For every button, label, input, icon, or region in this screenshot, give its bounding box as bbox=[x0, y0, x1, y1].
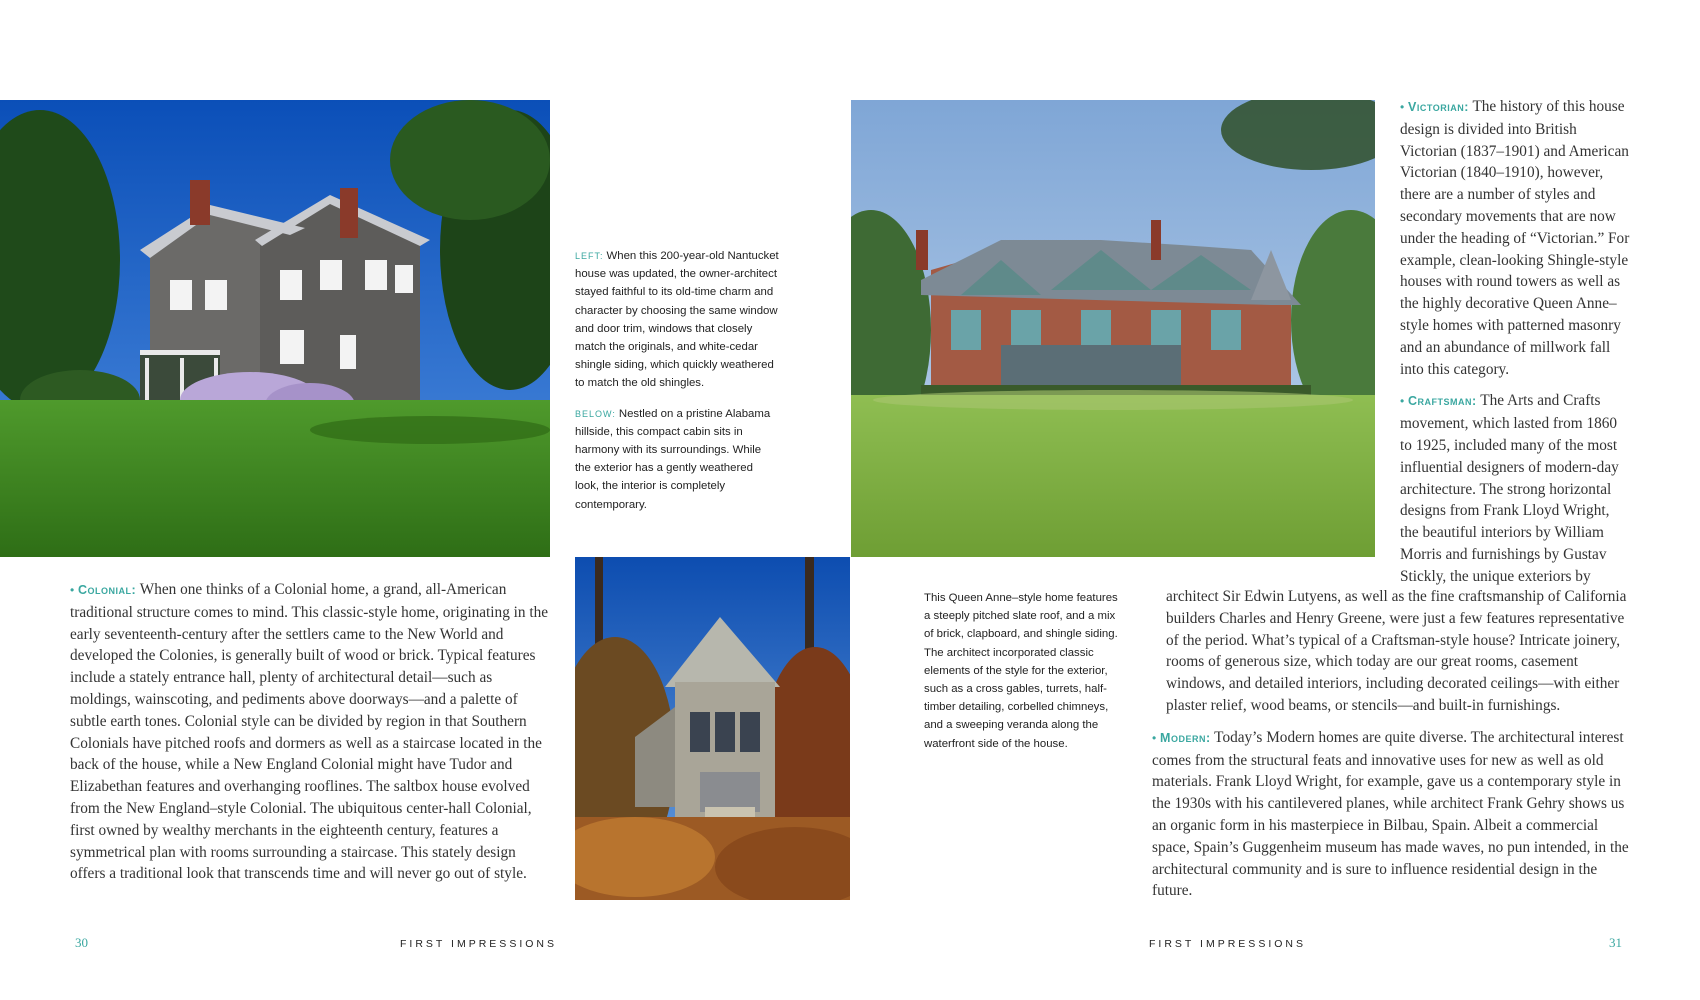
caption-label-below: BELOW: bbox=[575, 408, 616, 419]
colonial-house-photo bbox=[0, 100, 550, 557]
craftsman-heading: Craftsman: bbox=[1408, 394, 1477, 409]
craftsman-modern-section bbox=[1152, 586, 1630, 912]
colonial-heading: Colonial: bbox=[78, 583, 137, 597]
craftsman-paragraph-top bbox=[1400, 390, 1630, 587]
modern-paragraph bbox=[1152, 727, 1630, 902]
colonial-section bbox=[70, 579, 550, 895]
right-page bbox=[850, 0, 1700, 1000]
victorian-bullet: • bbox=[1400, 100, 1405, 114]
queen-anne-illustration bbox=[851, 100, 1375, 557]
victorian-text: The history of this house design is divided into British Victorian (1837–1901) and American Victorian (1840–1910), however, there are a number of styles and secondary movements that are now under the heading of “Victorian.” For example, clean-looking Shingle-style houses with round towers as well as the highly decorative Queen Anne–style homes with patterned masonry and an abundance of millwork fall into this category. bbox=[1400, 98, 1630, 378]
victorian-heading: Victorian: bbox=[1408, 100, 1469, 114]
craftsman-text-top: The Arts and Crafts movement, which lasted from 1860 to 1925, included many of the most influential designers of modern-day architecture. The strong horizontal designs from Frank Lloyd Wright, the beautiful interiors by William Morris and furnishings by Gustav Stickly, the unique exteriors by bbox=[1400, 392, 1619, 585]
victorian-paragraph bbox=[1400, 96, 1630, 380]
modern-heading: Modern: bbox=[1160, 730, 1211, 745]
colonial-paragraph bbox=[70, 579, 550, 885]
modern-text: Today’s Modern homes are quite diverse. The architectural interest comes from the structural feats and innovative uses for new as well as old materials. Frank Lloyd Wright, for example, gave us a contemporary style in the 1930s with his cantilevered planes, while architect Frank Gehry shows us an organic form in his masterpiece in Bilbau, Spain. Albeit a commercial space, Spain’s Guggenheim museum has made waves, no pun intended, in the architectural community and is sure to influence residential design in the future. bbox=[1152, 728, 1629, 900]
page-number-left: 30 bbox=[75, 935, 88, 950]
craftsman-text-bottom: architect Sir Edwin Lutyens, as well as the fine craftsmanship of California builders Charles and Henry Greene, were just a few features representative of the period. What’s typical of a Craftsman-style house? Intricate joinery, rooms of generous size, which today are our great rooms, casement windows, and detailed interiors, including decorated ceilings—with either plaster relief, wood beams, or stencils—and built-in furnishings. bbox=[1166, 588, 1627, 714]
modern-bullet: • bbox=[1152, 730, 1157, 745]
caption-label-left: LEFT: bbox=[575, 251, 604, 261]
craftsman-paragraph-bottom bbox=[1166, 586, 1630, 717]
colonial-house-illustration bbox=[0, 100, 550, 557]
queen-anne-caption bbox=[924, 589, 1124, 765]
captions-left bbox=[575, 247, 780, 526]
caption-below bbox=[575, 405, 780, 514]
colonial-text: When one thinks of a Colonial home, a grand, all-American traditional structure comes to mind. This classic-style home, originating in the early seventeenth-century after the settlers came to the New World and developed the Colonies, is generally built of wood or brick. Typical features include a stately entrance hall, plenty of architectural detail—such as moldings, wainscoting, and pediments above doorways—and a palette of subtle earth tones. Colonial style can be divided by region in that Southern Colonials have pitched roofs and dormers as well as a staircase located in the back of the house, while a New England Colonial might have Tudor and Elizabethan features and overhanging rooflines. The saltbox house evolved from the New England–style Colonial. The ubiquitous center-hall Colonial, first owned by wealthy merchants in the eighteenth century, features a symmetrical plan with rooms surrounding a staircase. This stately design offers a traditional look that transcends time and will never go out of style. bbox=[70, 581, 549, 883]
cabin-illustration bbox=[575, 557, 850, 900]
cabin-photo bbox=[575, 557, 850, 900]
colonial-bullet: • bbox=[70, 583, 75, 597]
queen-anne-caption-text: This Queen Anne–style home features a steeply pitched slate roof, and a mix of brick, clapboard, and shingle siding. The architect incorporated classic elements of the style for the exterior, such as a cross gables, turrets, half-timber detailing, corbelled chimneys, and a sweeping veranda along the waterfront side of the house. bbox=[924, 592, 1118, 750]
caption-text-below: Nestled on a pristine Alabama hillside, this compact cabin sits in harmony with its surroundings. While the exterior has a gently weathered look, the interior is completely contemporary. bbox=[575, 407, 771, 511]
caption-left bbox=[575, 247, 780, 393]
caption-text-left: When this 200-year-old Nantucket house was updated, the owner-architect stayed faithful to its old-time charm and character by choosing the same window and door trim, windows that closely match the originals, and white-cedar shingle siding, which quickly weathered to match the old shingles. bbox=[575, 250, 779, 390]
running-head-right: FIRST IMPRESSIONS bbox=[1149, 938, 1306, 950]
running-head-left: FIRST IMPRESSIONS bbox=[400, 938, 557, 950]
victorian-section bbox=[1400, 96, 1630, 598]
craftsman-bullet: • bbox=[1400, 394, 1405, 409]
queen-anne-house-photo bbox=[851, 100, 1375, 557]
page-number-right: 31 bbox=[1609, 935, 1622, 950]
